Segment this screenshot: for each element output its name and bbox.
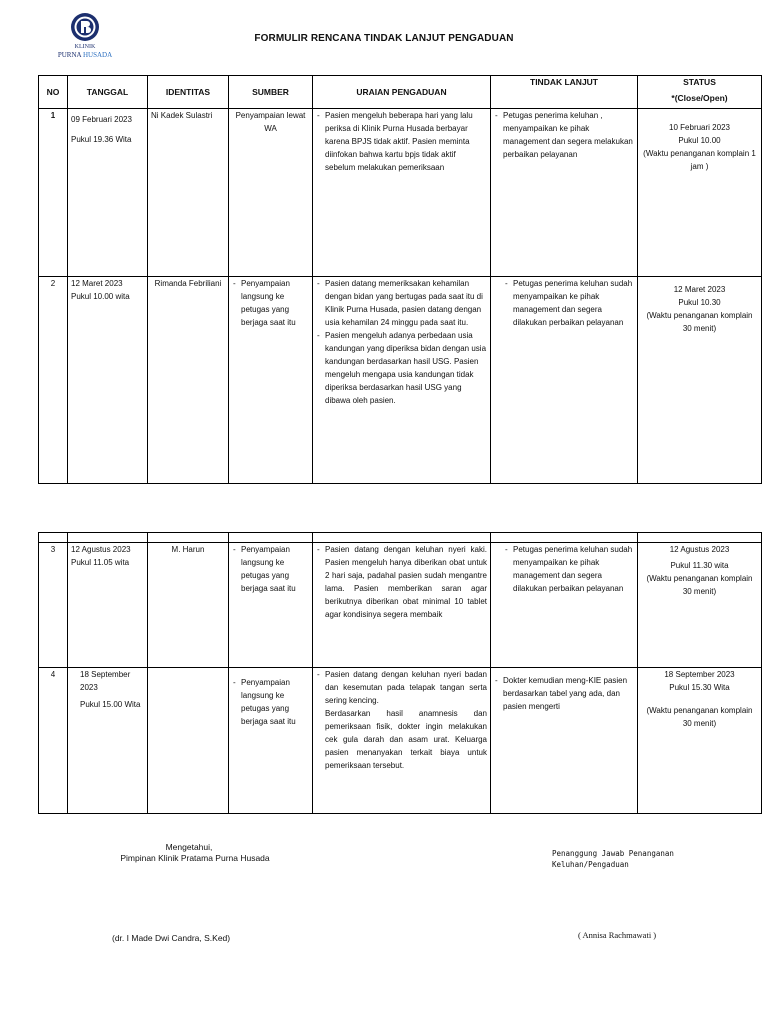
row-sumber	[229, 277, 313, 484]
uraian-item: - Pasien datang memeriksakan kehamilan dengan bidan yang bertugas pada saat itu di Klinik Purna Husada, pasien datang dengan usia kehamilan 24 minggu pada saat itu.	[316, 277, 487, 329]
row-sumber	[229, 668, 313, 814]
row-status: 12 Agustus 2023 Pukul 11.30 wita (Waktu penanganan komplain 30 menit)	[638, 543, 762, 668]
sumber-item: - Penyampaian langsung ke petugas yang berjaga saat itu	[232, 676, 309, 728]
row-uraian	[313, 109, 491, 277]
row-uraian	[313, 543, 491, 668]
row-identitas: Ni Kadek Sulastri	[148, 109, 229, 277]
signature-right	[552, 848, 674, 870]
row-tanggal: 12 Agustus 2023 Pukul 11.05 wita	[68, 543, 148, 668]
signature-right-name: ( Annisa Rachmawati )	[578, 930, 657, 940]
tindak-item: - Petugas penerima keluhan , menyampaikan ke pihak management dan segera melakukan perbaikan pelayanan	[494, 109, 634, 161]
row-uraian	[313, 668, 491, 814]
col-status: STATUS *(Close/Open)	[638, 76, 762, 109]
signature-left-name: (dr. I Made Dwi Candra, S.Ked)	[112, 933, 231, 943]
tindak-item: - Petugas penerima keluhan sudah menyampaikan ke pihak management dan segera dilakukan perbaikan pelayanan	[504, 543, 634, 595]
row-tindak	[491, 109, 638, 277]
signature-right-role: Penanggung Jawab Penanganan	[552, 849, 674, 858]
row-no: 4	[39, 668, 68, 814]
page-title: FORMULIR RENCANA TINDAK LANJUT PENGADUAN	[254, 33, 514, 44]
uraian-paragraph: Berdasarkan hasil anamnesis dan pemeriksaan fisik, dokter ingin melakukan cek gula darah dan asam urat. Keluarga pasien menanyakan terkait biaya untuk pemeriksaan tersebut.	[325, 709, 487, 770]
signature-left-role: Pimpinan Klinik Pratama Purna Husada	[120, 853, 270, 863]
row-tindak	[491, 543, 638, 668]
uraian-item: - Pasien datang dengan keluhan nyeri badan dan kesemutan pada telapak tangan serta sering kencing.	[316, 668, 487, 707]
uraian-item: - Pasien datang dengan keluhan nyeri kaki. Pasien mengeluh hanya diberikan obat untuk 2 hari saja, padahal pasien sudah mengantre lama. Pasien memberikan saran agar berikutnya diberikan obat minimal 10 tablet agar kondisinya segera membaik	[316, 543, 487, 621]
complaint-table-2	[38, 532, 762, 814]
signature-left	[95, 842, 295, 864]
col-no: NO	[39, 76, 68, 109]
row-tindak	[491, 277, 638, 484]
sumber-item: - Penyampaian langsung ke petugas yang berjaga saat itu	[232, 277, 309, 329]
col-tanggal: TANGGAL	[68, 76, 148, 109]
col-tindak: TINDAK LANJUT	[491, 76, 638, 109]
row-tindak	[491, 668, 638, 814]
row-no: 1	[39, 109, 68, 277]
table-row	[39, 668, 762, 814]
uraian-item: - Pasien mengeluh adanya perbedaan usia kandungan yang diperiksa bidan dengan usia kandungan berdasarkan hasil USG. Pasien mengeluh mengapa usia kandungan tidak diperiksa berdasarkan hasil USG yang dibawa oleh pasien.	[316, 329, 487, 407]
row-sumber: Penyampaian lewat WA	[229, 109, 313, 277]
row-tanggal: 12 Maret 2023 Pukul 10.00 wita	[68, 277, 148, 484]
table-spacer-row	[39, 533, 762, 543]
col-sumber: SUMBER	[229, 76, 313, 109]
table-row	[39, 543, 762, 668]
tindak-item: - Dokter kemudian meng-KIE pasien berdasarkan tabel yang ada, dan pasien mengerti	[494, 674, 634, 713]
row-tanggal: 18 September 2023 Pukul 15.00 Wita	[68, 668, 148, 814]
row-uraian	[313, 277, 491, 484]
tindak-item: - Petugas penerima keluhan sudah menyampaikan ke pihak management dan segera dilakukan perbaikan pelayanan	[504, 277, 634, 329]
row-no: 2	[39, 277, 68, 484]
col-identitas: IDENTITAS	[148, 76, 229, 109]
table-row	[39, 109, 762, 277]
col-uraian: URAIAN PENGADUAN	[313, 76, 491, 109]
signature-right-role-2: Keluhan/Pengaduan	[552, 860, 629, 869]
row-status: 10 Februari 2023 Pukul 10.00 (Waktu penanganan komplain 1 jam )	[638, 109, 762, 277]
signature-left-caption: Mengetahui,	[165, 842, 213, 852]
row-identitas: M. Harun	[148, 543, 229, 668]
row-identitas: Rimanda Febriliani	[148, 277, 229, 484]
table-header-row	[39, 76, 762, 109]
table-row	[39, 277, 762, 484]
complaint-table-1	[38, 75, 762, 484]
row-status: 12 Maret 2023 Pukul 10.30 (Waktu penanganan komplain 30 menit)	[638, 277, 762, 484]
row-identitas	[148, 668, 229, 814]
row-status: 18 September 2023 Pukul 15.30 Wita (Waktu penanganan komplain 30 menit)	[638, 668, 762, 814]
row-no: 3	[39, 543, 68, 668]
row-sumber	[229, 543, 313, 668]
sumber-item: - Penyampaian langsung ke petugas yang berjaga saat itu	[232, 543, 309, 595]
row-tanggal: 09 Februari 2023 Pukul 19.36 Wita	[68, 109, 148, 277]
uraian-item: - Pasien mengeluh beberapa hari yang lalu periksa di Klinik Purna Husada berbayar karena BPJS tidak aktif. Pasien meminta diinfokan bahwa kartu bpjs tidak aktif sebelum melakukan pemeriksaan	[316, 109, 487, 174]
logo-caption: KLINIK	[74, 44, 96, 50]
logo-name: PURNA HUSADA	[57, 51, 113, 59]
